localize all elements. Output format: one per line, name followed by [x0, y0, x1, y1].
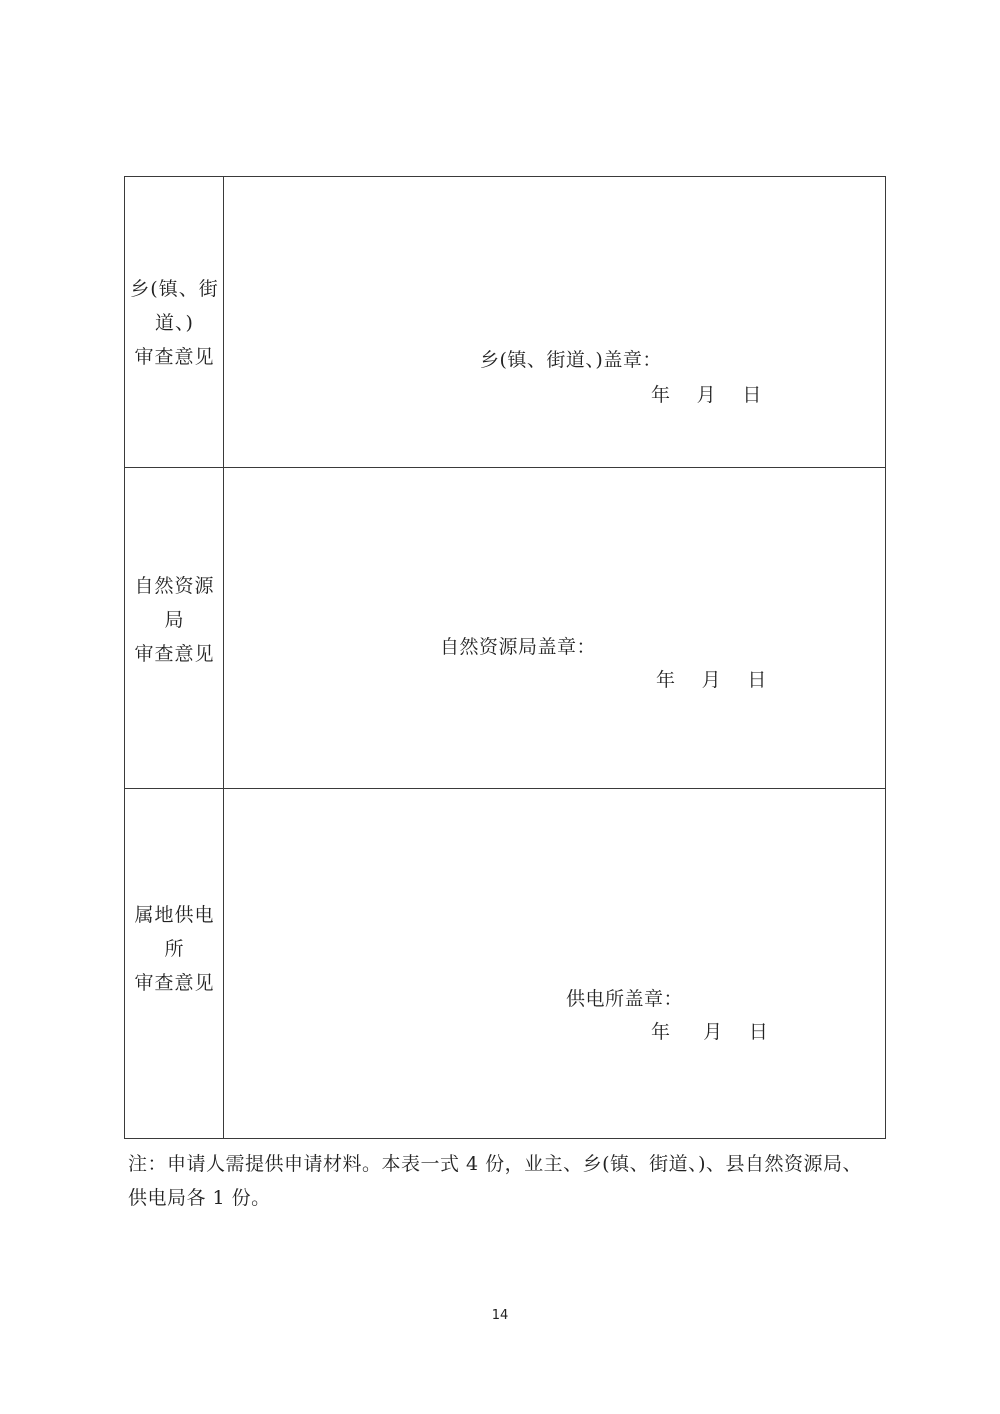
date-line: 年 月 日	[651, 384, 762, 406]
row-label-line: 道、)	[155, 312, 194, 334]
row-label-line: 审查意见	[134, 643, 215, 665]
row-label-line: 自然资源	[134, 575, 215, 597]
power-supply-review-row	[125, 789, 885, 1138]
footnote	[128, 1147, 898, 1215]
row-label	[125, 898, 224, 1000]
natural-resources-review-row	[125, 468, 885, 789]
opinion-cell[interactable]	[224, 789, 885, 1138]
date-line: 年 月 日	[651, 1021, 769, 1043]
row-label-line: 审查意见	[134, 972, 215, 994]
row-label	[125, 569, 224, 671]
row-label-cell	[125, 789, 224, 1138]
row-label-line: 属地供电	[134, 904, 215, 926]
seal-label: 自然资源局盖章：	[440, 636, 597, 658]
date-line: 年 月 日	[656, 669, 767, 691]
review-form-table	[124, 176, 886, 1139]
row-label-cell	[125, 177, 224, 467]
opinion-cell[interactable]	[224, 177, 885, 467]
footnote-line: 供电局各 1 份。	[128, 1187, 271, 1209]
row-label	[125, 272, 224, 374]
row-label-line: 局	[164, 609, 185, 631]
footnote-line: 注：申请人需提供申请材料。本表一式 4 份，业主、乡(镇、街道、)、县自然资源局、	[128, 1153, 862, 1175]
opinion-cell[interactable]	[224, 468, 885, 788]
page-number: 14	[491, 1308, 509, 1323]
township-review-row	[125, 177, 885, 468]
row-label-cell	[125, 468, 224, 788]
row-label-line: 乡(镇、街	[130, 278, 219, 300]
row-label-line: 审查意见	[134, 346, 215, 368]
seal-label: 乡(镇、街道、)盖章：	[480, 349, 662, 371]
row-label-line: 所	[164, 938, 185, 960]
seal-label: 供电所盖章：	[566, 988, 684, 1010]
